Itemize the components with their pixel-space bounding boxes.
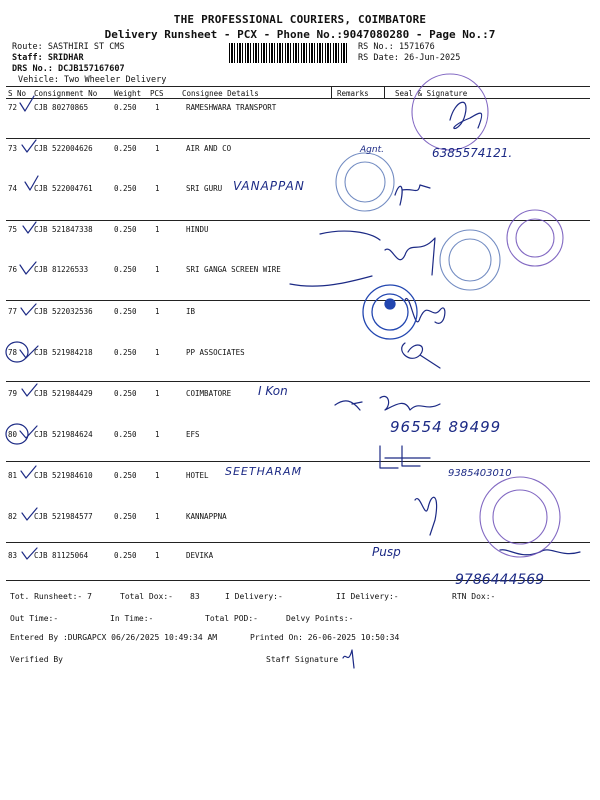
signature-icon [450, 102, 482, 128]
handwritten-phone: 96554 89499 [390, 418, 502, 436]
signature-icon [335, 396, 440, 410]
row-consignment: CJB 81125064 [34, 551, 89, 560]
row-consignee: SRI GANGA SCREEN WIRE [186, 265, 281, 274]
handwritten-name: SEETHARAM [225, 465, 303, 478]
row-weight: 0.250 [114, 512, 137, 521]
signature-icon [415, 497, 437, 535]
check-icon [20, 346, 38, 358]
row-sno: 81 [8, 471, 18, 480]
row-consignment: CJB 521984429 [34, 389, 93, 398]
staff-signature: Staff Signature [266, 655, 339, 664]
row-consignment: CJB 521984624 [34, 430, 93, 439]
check-icon [20, 96, 34, 111]
row-consignment: CJB 522004626 [34, 144, 93, 153]
row-weight: 0.250 [114, 184, 137, 193]
signature-icon [405, 299, 445, 324]
row-pcs: 1 [155, 184, 160, 193]
row-pcs: 1 [155, 265, 160, 274]
row-pcs: 1 [155, 551, 160, 560]
row-consignment: CJB 80270865 [34, 103, 89, 112]
row-sno: 77 [8, 307, 18, 316]
row-consignee: KANNAPPNA [186, 512, 227, 521]
row-sno: 74 [8, 184, 18, 193]
row-sno: 73 [8, 144, 18, 153]
row-weight: 0.250 [114, 307, 137, 316]
col-consignment: Consignment No [34, 89, 98, 98]
col-pcs: PCS [150, 89, 164, 98]
rs-number: RS No.: 1571676 [358, 42, 435, 52]
row-consignee: IB [186, 307, 196, 316]
row-pcs: 1 [155, 348, 160, 357]
row-sno: 75 [8, 225, 18, 234]
handwritten-phone: 6385574121. [432, 146, 513, 160]
circle-mark-icon [6, 342, 28, 362]
row-pcs: 1 [155, 512, 160, 521]
row-consignee: HOTEL [186, 471, 209, 480]
row-weight: 0.250 [114, 389, 137, 398]
row-consignee: SRI GURU [186, 184, 223, 193]
signature-icon [290, 276, 372, 286]
delvy-points: Delvy Points:- [286, 614, 354, 623]
row-consignment: CJB 521984610 [34, 471, 93, 480]
row-sno: 78 [8, 348, 18, 357]
row-weight: 0.250 [114, 265, 137, 274]
signature-icon [320, 231, 435, 275]
ii-delivery: II Delivery:- [336, 592, 399, 601]
signature-icon [395, 185, 430, 205]
seal-stamp-icon [363, 285, 417, 339]
row-pcs: 1 [155, 225, 160, 234]
entered-by: Entered By :DURGAPCX 06/26/2025 10:49:34 AM [10, 633, 218, 642]
row-pcs: 1 [155, 430, 160, 439]
signature-icon [380, 446, 430, 468]
company-title: THE PROFESSIONAL COURIERS, COIMBATORE [173, 13, 427, 26]
check-icon [23, 222, 36, 233]
seal-stamp-icon [480, 477, 560, 557]
i-delivery: I Delivery:- [225, 592, 283, 601]
signature-icon [402, 343, 440, 368]
check-icon [25, 176, 38, 190]
row-pcs: 1 [155, 389, 160, 398]
row-sno: 76 [8, 265, 18, 274]
row-consignment: CJB 81226533 [34, 265, 89, 274]
row-pcs: 1 [155, 471, 160, 480]
col-weight: Weight [114, 89, 142, 98]
row-sno: 82 [8, 512, 18, 521]
tot-runsheet: Tot. Runsheet:- 7 [10, 592, 92, 601]
circle-mark-icon [6, 424, 28, 444]
check-icon [20, 262, 36, 274]
row-weight: 0.250 [114, 430, 137, 439]
col-remarks: Remarks [337, 89, 369, 98]
in-time: In Time:- [110, 614, 154, 623]
total-dox-value: 83 [190, 592, 200, 601]
row-sno: 72 [8, 103, 18, 112]
seal-stamp-icon [412, 74, 488, 150]
row-consignment: CJB 521984218 [34, 348, 93, 357]
row-consignee: COIMBATORE [186, 389, 232, 398]
row-consignee: RAMESHWARA TRANSPORT [186, 103, 277, 112]
check-icon [22, 548, 37, 559]
row-pcs: 1 [155, 144, 160, 153]
signature-icon [343, 650, 354, 668]
row-consignment: CJB 522032536 [34, 307, 93, 316]
route-label: Route: SASTHIRI ST CMS [12, 42, 125, 52]
row-weight: 0.250 [114, 103, 137, 112]
vehicle-label: Vehicle: Two Wheeler Delivery [18, 75, 167, 85]
drs-number: DRS No.: DCJB157167607 [12, 64, 125, 74]
row-sno: 83 [8, 551, 18, 560]
row-weight: 0.250 [114, 225, 137, 234]
check-icon [22, 508, 37, 520]
check-icon [21, 304, 36, 315]
row-consignee: DEVIKA [186, 551, 214, 560]
row-weight: 0.250 [114, 551, 137, 560]
check-icon [20, 426, 37, 438]
rtn-dox: RTN Dox:- [452, 592, 496, 601]
col-sno: S No [8, 89, 27, 98]
row-pcs: 1 [155, 103, 160, 112]
signature-icon [500, 550, 580, 555]
row-consignee: PP ASSOCIATES [186, 348, 245, 357]
row-consignment: CJB 521984577 [34, 512, 93, 521]
row-consignee: EFS [186, 430, 200, 439]
row-consignee: AIR AND CO [186, 144, 232, 153]
row-weight: 0.250 [114, 144, 137, 153]
row-pcs: 1 [155, 307, 160, 316]
handwritten-name: I Kon [258, 384, 288, 398]
handwritten-phone: 9385403010 [448, 468, 512, 479]
col-signature: Seal & Signature [395, 89, 468, 98]
runsheet-title: Delivery Runsheet - PCX - Phone No.:9047080280 - Page No.:7 [104, 28, 496, 41]
row-sno: 80 [8, 430, 18, 439]
col-consignee: Consignee Details [182, 89, 259, 98]
total-dox-label: Total Dox:- [120, 592, 173, 601]
out-time: Out Time:- [10, 614, 59, 623]
row-consignment: CJB 521847338 [34, 225, 93, 234]
staff-label: Staff: SRIDHAR [12, 53, 84, 63]
verified-by: Verified By [10, 655, 63, 664]
printed-on: Printed On: 26-06-2025 10:50:34 [250, 633, 400, 642]
row-consignment: CJB 522004761 [34, 184, 93, 193]
handwritten-phone: 9786444569 [455, 572, 545, 588]
row-weight: 0.250 [114, 471, 137, 480]
seal-stamp-icon [507, 210, 563, 266]
check-icon [21, 466, 36, 478]
check-icon [22, 384, 37, 396]
row-sno: 79 [8, 389, 18, 398]
row-weight: 0.250 [114, 348, 137, 357]
row-consignee: HINDU [186, 225, 209, 234]
total-pod: Total POD:- [205, 614, 258, 623]
check-icon [22, 140, 36, 152]
rs-date: RS Date: 26-Jun-2025 [358, 53, 461, 63]
handwritten-name: VANAPPAN [233, 179, 305, 193]
